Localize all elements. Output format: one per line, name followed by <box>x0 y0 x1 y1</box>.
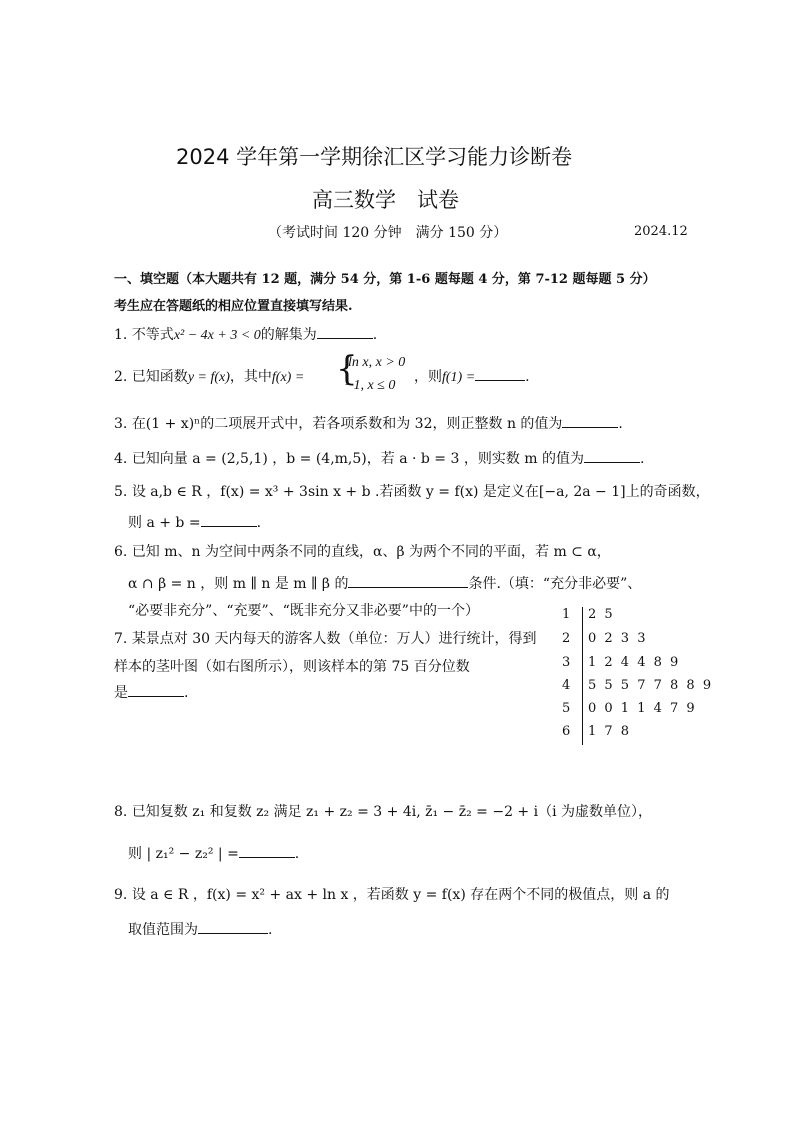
exam-subtitle: 高三数学 试卷 <box>312 188 459 212</box>
q4-answer-blank[interactable] <box>584 448 640 463</box>
question-3 <box>114 413 623 433</box>
q1-number: 1. <box>114 327 128 343</box>
question-2-tail <box>414 366 530 386</box>
q5-line-2: 则 a + b = <box>128 515 201 531</box>
stem-value: 1 <box>562 607 571 622</box>
q2-mid: ，其中 <box>229 369 272 385</box>
q6-line-2-post: 条件.（填：“充分非必要”、 <box>468 576 642 592</box>
q5-line-1: 设 a,b ∈ R ，f(x) = x³ + 3sin x + b .若函数 y = f(x) 是定义在[−a, 2a − 1]上的奇函数， <box>131 484 710 500</box>
stem-value: 2 <box>562 631 571 646</box>
question-4 <box>114 448 644 468</box>
q2-number: 2. <box>114 369 128 385</box>
question-7-line-2: 样本的茎叶图（如右图所示），则该样本的第 75 百分位数 <box>114 659 470 675</box>
question-1 <box>114 324 377 344</box>
q1-post: 的解集为 <box>260 327 317 343</box>
q7-line-3: 是 <box>114 685 128 701</box>
q4-text: 已知向量 a = (2,5,1) ，b = (4,m,5)，若 a · b = 3 ，则实数 m 的值为 <box>131 451 585 467</box>
q2-case-2: −1, x ≤ 0 <box>344 378 396 393</box>
q7-line-1: 某景点对 30 天内每天的游客人数（单位：万人）进行统计，得到 <box>131 631 537 647</box>
q8-number: 8. <box>114 804 128 820</box>
question-2 <box>114 366 304 386</box>
q2-post: ，则 <box>414 369 442 385</box>
stem-value: 3 <box>562 655 571 670</box>
q2-answer-blank[interactable] <box>475 366 525 381</box>
leaf-values: 2 5 <box>588 607 615 622</box>
q8-answer-blank[interactable] <box>239 843 295 858</box>
q5-number: 5. <box>114 484 128 500</box>
leaf-values: 1 2 4 4 8 9 <box>588 655 681 670</box>
leaf-values: 1 7 8 <box>588 724 632 739</box>
q4-number: 4. <box>114 451 128 467</box>
question-5-line-2 <box>128 512 261 532</box>
leaf-values: 0 2 3 3 <box>588 631 648 646</box>
q8-line-1: 已知复数 z₁ 和复数 z₂ 满足 z₁ + z₂ = 3 + 4i, z̄₁ − z̄₂ = −2 + i（i 为虚数单位）， <box>131 804 653 820</box>
q9-line-1: 设 a ∈ R ，f(x) = x² + ax + ln x ，若函数 y = f(x) 存在两个不同的极值点，则 a 的 <box>131 887 670 903</box>
q4-end: . <box>640 451 645 467</box>
q3-end: . <box>618 416 623 432</box>
stem-leaf-plot <box>556 605 714 745</box>
q9-answer-blank[interactable] <box>198 919 268 934</box>
exam-date: 2024.12 <box>634 224 688 239</box>
q6-line-1: 已知 m、n 为空间中两条不同的直线，α、β 为两个不同的平面，若 m ⊂ α， <box>131 544 611 560</box>
q7-answer-blank[interactable] <box>128 682 184 697</box>
question-6-line-2 <box>128 573 641 593</box>
q3-number: 3. <box>114 416 128 432</box>
q2-case-1: ln x, x > 0 <box>348 355 406 370</box>
stem-value: 4 <box>562 678 571 693</box>
q2-fn: y = f(x) <box>187 370 230 385</box>
q3-text: 在(1 + x)ⁿ的二项展开式中，若各项系数和为 32，则正整数 n 的值为 <box>131 416 563 432</box>
q6-number: 6. <box>114 544 128 560</box>
question-6-line-3: “必要非充分”、“充要”、“既非充分又非必要”中的一个） <box>128 603 479 619</box>
q2-brace: { <box>336 349 358 389</box>
exam-info: （考试时间 120 分钟 满分 150 分） <box>268 225 508 241</box>
q3-answer-blank[interactable] <box>562 413 618 428</box>
question-9-line-1 <box>114 884 670 904</box>
q6-answer-blank[interactable] <box>348 573 468 588</box>
q9-line-2: 取值范围为 <box>128 922 198 938</box>
stem-value: 6 <box>562 724 571 739</box>
q8-line-2: 则 | z₁² − z₂² | = <box>128 846 239 862</box>
q9-end: . <box>268 922 273 938</box>
question-7-line-1 <box>114 628 537 648</box>
question-5-line-1 <box>114 481 710 501</box>
q1-pre: 不等式 <box>131 327 174 343</box>
question-8-line-2 <box>128 843 299 863</box>
q2-fx: f(x) = <box>271 370 305 385</box>
q5-end: . <box>256 515 262 531</box>
exam-title: 2024 学年第一学期徐汇区学习能力诊断卷 <box>176 145 573 169</box>
q2-end: . <box>525 369 530 385</box>
q5-answer-blank[interactable] <box>201 512 257 527</box>
q2-f1: f(1) = <box>442 370 476 385</box>
section-instruction: 考生应在答题纸的相应位置直接填写结果. <box>114 299 353 314</box>
question-6-line-1 <box>114 541 611 561</box>
question-7-line-3 <box>114 682 188 702</box>
q1-end: . <box>372 327 378 343</box>
section-heading: 一、填空题（本大题共有 12 题，满分 54 分，第 1-6 题每题 4 分，第 7-12 题每题 5 分） <box>114 272 656 287</box>
q9-number: 9. <box>114 887 128 903</box>
leaf-values: 5 5 5 7 7 8 8 9 <box>588 678 714 693</box>
leaf-values: 0 0 1 1 4 7 9 <box>588 701 697 716</box>
stem-value: 5 <box>562 701 571 716</box>
q6-line-2-pre: α ∩ β = n ，则 m ∥ n 是 m ∥ β 的 <box>128 576 349 592</box>
q7-number: 7. <box>114 631 128 647</box>
q1-answer-blank[interactable] <box>317 324 373 339</box>
question-8-line-1 <box>114 801 652 821</box>
q2-pre: 已知函数 <box>131 369 188 385</box>
q1-expr: x² − 4x + 3 < 0 <box>173 328 261 343</box>
stem-leaf-divider <box>582 607 583 745</box>
question-9-line-2 <box>128 919 272 939</box>
q7-end: . <box>184 685 189 701</box>
q8-end: . <box>294 846 300 862</box>
